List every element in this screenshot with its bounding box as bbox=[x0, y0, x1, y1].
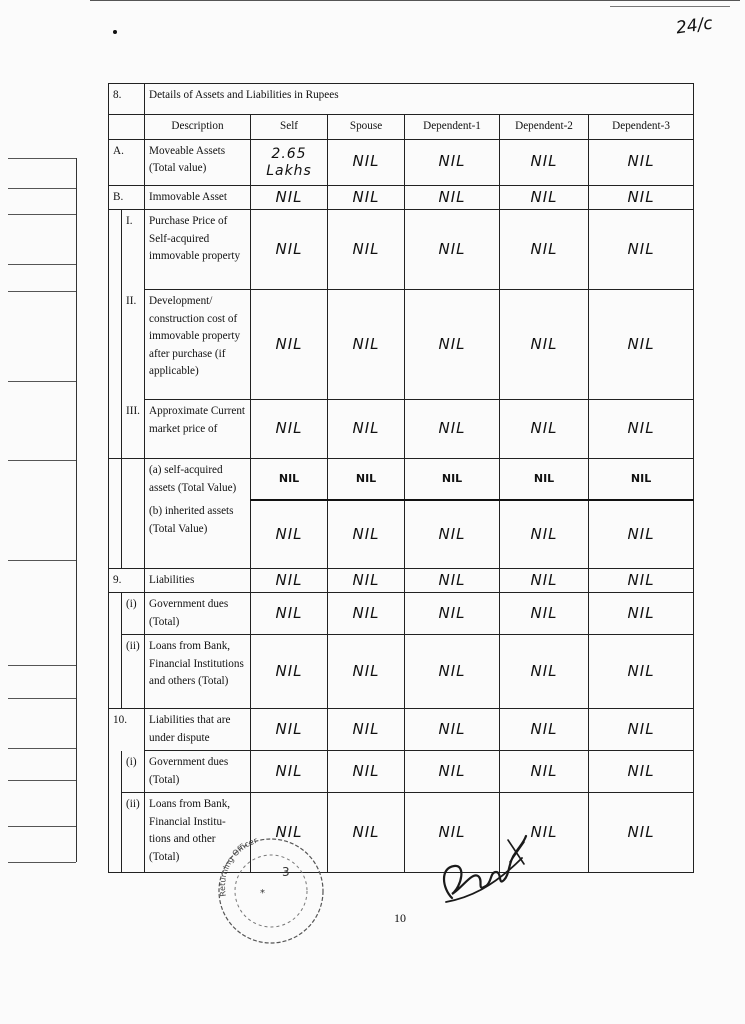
svg-text:*: * bbox=[260, 888, 265, 899]
edge-line bbox=[8, 291, 76, 292]
cell-spouse: NIL bbox=[328, 709, 405, 751]
cell-self: NIL bbox=[251, 635, 328, 709]
svg-text:3: 3 bbox=[282, 865, 290, 879]
indent-cell bbox=[109, 459, 122, 569]
section-title: Details of Assets and Liabilities in Rupees bbox=[145, 84, 694, 115]
row-label: Government dues (Total) bbox=[145, 751, 251, 793]
cell-spouse: NIL bbox=[328, 459, 405, 501]
edge-line bbox=[8, 264, 76, 265]
cell-dependent-1: NIL bbox=[405, 400, 500, 459]
indent-cell bbox=[122, 459, 145, 569]
cell-dependent-1: NIL bbox=[405, 290, 500, 400]
row-liabilities bbox=[109, 568, 694, 593]
cell-spouse: NIL bbox=[328, 185, 405, 210]
page-number: 10 bbox=[394, 911, 406, 925]
cell-self bbox=[251, 139, 328, 185]
indent-cell bbox=[109, 210, 122, 290]
cell-dependent-3: NIL bbox=[589, 185, 694, 210]
cell-self: NIL bbox=[251, 400, 328, 459]
edge-line bbox=[8, 698, 76, 699]
cell-dependent-2: NIL bbox=[500, 568, 589, 593]
cell-self: NIL bbox=[251, 210, 328, 290]
cell-dependent-1: NIL bbox=[405, 751, 500, 793]
row-code: (i) bbox=[122, 593, 145, 635]
cell-self: NIL bbox=[251, 568, 328, 593]
cell-self: NIL bbox=[251, 709, 328, 751]
handwritten-signature bbox=[432, 828, 532, 918]
cell-dependent-3: NIL bbox=[589, 139, 694, 185]
indent-cell bbox=[109, 635, 122, 709]
cell-dependent-2: NIL bbox=[500, 290, 589, 400]
cell-spouse: NIL bbox=[328, 793, 405, 873]
cell-dependent-1: NIL bbox=[405, 459, 500, 501]
row-liabilities-under-dispute bbox=[109, 709, 694, 751]
cell-dependent-3: NIL bbox=[589, 568, 694, 593]
col-spouse: Spouse bbox=[328, 115, 405, 140]
row-label: Approximate Current market price of bbox=[145, 400, 251, 459]
cell-dependent-2: NIL bbox=[500, 500, 589, 568]
cell-dependent-2: NIL bbox=[500, 210, 589, 290]
section-number: 8. bbox=[109, 84, 145, 115]
cell-dependent-2: NIL bbox=[500, 139, 589, 185]
ink-dot bbox=[113, 30, 117, 34]
svg-text:Returning Officer: Returning Officer bbox=[217, 836, 259, 898]
cell-spouse: NIL bbox=[328, 568, 405, 593]
cell-dependent-2: NIL bbox=[500, 709, 589, 751]
row-self-acquired bbox=[109, 459, 694, 501]
cell-dependent-3: NIL bbox=[589, 793, 694, 873]
row-label: Immovable Asset bbox=[145, 185, 251, 210]
cell-dependent-3: NIL bbox=[589, 751, 694, 793]
edge-line bbox=[8, 158, 76, 159]
cell-dependent-3: NIL bbox=[589, 459, 694, 501]
cell-dependent-2: NIL bbox=[500, 635, 589, 709]
cell-self: NIL bbox=[251, 459, 328, 501]
cell-spouse: NIL bbox=[328, 290, 405, 400]
edge-line bbox=[8, 826, 76, 827]
row-label: Loans from Bank, Financial Institu- tions and other (Total) bbox=[145, 793, 251, 873]
row-label: Development/ construction cost of immovable property after purchase (if applicable) bbox=[145, 290, 251, 400]
row-label: Purchase Price of Self-acquired immovable property bbox=[145, 210, 251, 290]
cell-dependent-1: NIL bbox=[405, 709, 500, 751]
col-dependent-3: Dependent-3 bbox=[589, 115, 694, 140]
cell-dependent-3: NIL bbox=[589, 635, 694, 709]
col-dependent-1: Dependent-1 bbox=[405, 115, 500, 140]
row-dispute-loans bbox=[109, 793, 694, 873]
row-code: III. bbox=[122, 400, 145, 459]
indent-cell bbox=[109, 793, 122, 873]
cell-spouse: NIL bbox=[328, 400, 405, 459]
edge-line bbox=[8, 780, 76, 781]
cell-dependent-1: NIL bbox=[405, 568, 500, 593]
cell-dependent-1: NIL bbox=[405, 500, 500, 568]
official-stamp-seal bbox=[208, 836, 334, 946]
row-development-cost bbox=[109, 290, 694, 400]
col-dependent-2: Dependent-2 bbox=[500, 115, 589, 140]
row-immovable-asset bbox=[109, 185, 694, 210]
cell-self: NIL bbox=[251, 793, 328, 873]
col-description: Description bbox=[145, 115, 251, 140]
cell-spouse: NIL bbox=[328, 635, 405, 709]
row-approximate-price bbox=[109, 400, 694, 459]
cell-spouse: NIL bbox=[328, 500, 405, 568]
cell-dependent-1: NIL bbox=[405, 635, 500, 709]
cell-dependent-3: NIL bbox=[589, 709, 694, 751]
cell-dependent-2: NIL bbox=[500, 459, 589, 501]
indent-cell bbox=[109, 751, 122, 793]
cell-self: NIL bbox=[251, 500, 328, 568]
edge-line bbox=[8, 560, 76, 561]
edge-line bbox=[8, 748, 76, 749]
header-blank bbox=[109, 115, 145, 140]
cell-self: NIL bbox=[251, 751, 328, 793]
edge-line bbox=[8, 862, 76, 863]
edge-line bbox=[8, 665, 76, 666]
header-row bbox=[109, 115, 694, 140]
row-label bbox=[145, 139, 251, 185]
row-code: 10. bbox=[109, 709, 145, 751]
row-label: (a) self-acquired assets (Total Value) bbox=[145, 459, 251, 501]
cell-spouse: NIL bbox=[328, 139, 405, 185]
row-label: (b) inherited assets (Total Value) bbox=[145, 500, 251, 568]
cell-self: NIL bbox=[251, 290, 328, 400]
edge-line bbox=[8, 188, 76, 189]
cell-dependent-3: NIL bbox=[589, 400, 694, 459]
row-dispute-government-dues bbox=[109, 751, 694, 793]
indent-cell bbox=[109, 400, 122, 459]
row-label: Loans from Bank, Financial Institutions and others (Total) bbox=[145, 635, 251, 709]
row-code: II. bbox=[122, 290, 145, 400]
cell-dependent-1: NIL bbox=[405, 210, 500, 290]
row-code: (ii) bbox=[122, 793, 145, 873]
cell-dependent-3: NIL bbox=[589, 290, 694, 400]
cell-dependent-1: NIL bbox=[405, 793, 500, 873]
handwritten-value: 2.65 bbox=[271, 145, 307, 162]
row-purchase-price bbox=[109, 210, 694, 290]
edge-line bbox=[8, 460, 76, 461]
row-government-dues bbox=[109, 593, 694, 635]
row-label: Liabilities that are under dispute bbox=[145, 709, 251, 751]
handwritten-value: Lakhs bbox=[266, 163, 312, 179]
row-code: 9. bbox=[109, 568, 145, 593]
cell-dependent-2: NIL bbox=[500, 185, 589, 210]
cell-dependent-1: NIL bbox=[405, 185, 500, 210]
cell-dependent-2: NIL bbox=[500, 400, 589, 459]
cell-self: NIL bbox=[251, 185, 328, 210]
cell-spouse: NIL bbox=[328, 751, 405, 793]
row-label-line: (Total value) bbox=[149, 162, 207, 174]
cell-dependent-3: NIL bbox=[589, 593, 694, 635]
indent-cell bbox=[109, 593, 122, 635]
scan-top-edge bbox=[90, 0, 740, 1]
edge-vertical bbox=[76, 158, 77, 862]
row-code: B. bbox=[109, 185, 145, 210]
row-code: I. bbox=[122, 210, 145, 290]
cell-dependent-2: NIL bbox=[500, 793, 589, 873]
edge-line bbox=[8, 214, 76, 215]
folio-mark: 24/c bbox=[674, 13, 714, 39]
row-moveable-assets bbox=[109, 139, 694, 185]
cell-dependent-3: NIL bbox=[589, 210, 694, 290]
cell-spouse: NIL bbox=[328, 593, 405, 635]
row-label-line: Moveable Assets bbox=[149, 144, 226, 157]
cell-spouse: NIL bbox=[328, 210, 405, 290]
row-label: Government dues (Total) bbox=[145, 593, 251, 635]
row-code: A. bbox=[109, 139, 145, 185]
row-code: (ii) bbox=[122, 635, 145, 709]
row-code: (i) bbox=[122, 751, 145, 793]
cell-self: NIL bbox=[251, 593, 328, 635]
row-inherited bbox=[109, 500, 694, 568]
cell-dependent-1: NIL bbox=[405, 593, 500, 635]
row-loans bbox=[109, 635, 694, 709]
scan-top-edge-2 bbox=[610, 6, 730, 7]
edge-line bbox=[8, 381, 76, 382]
section-title-row bbox=[109, 84, 694, 115]
indent-cell bbox=[109, 290, 122, 400]
cell-dependent-1: NIL bbox=[405, 139, 500, 185]
cell-dependent-3: NIL bbox=[589, 500, 694, 568]
row-label: Liabilities bbox=[145, 568, 251, 593]
col-self: Self bbox=[251, 115, 328, 140]
cell-dependent-2: NIL bbox=[500, 751, 589, 793]
cell-dependent-2: NIL bbox=[500, 593, 589, 635]
assets-liabilities-table bbox=[108, 83, 694, 873]
